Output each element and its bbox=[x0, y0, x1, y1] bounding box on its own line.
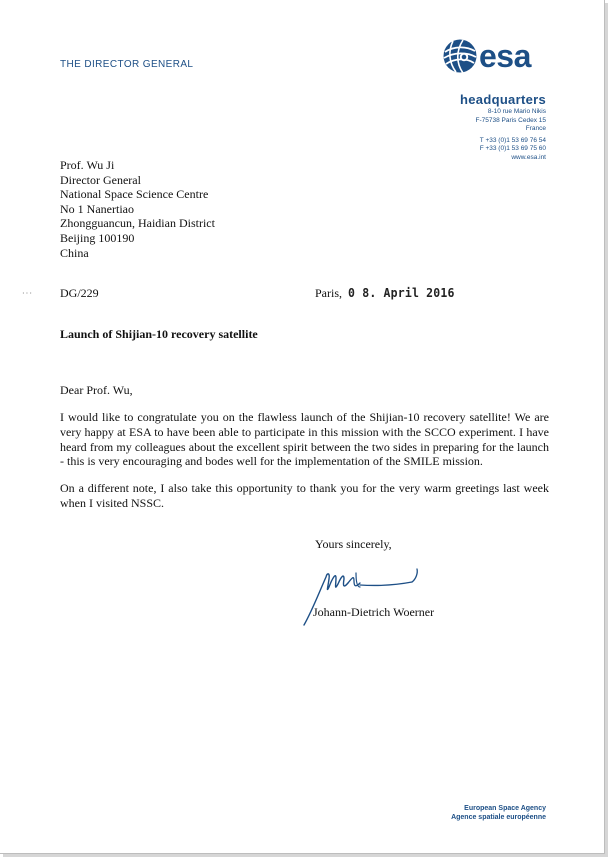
recipient-line: No 1 Nanertiao bbox=[60, 201, 134, 216]
body-paragraph-2: On a different note, I also take this opportunity to thank you for the very warm greetings last week when I visited NSSC. bbox=[60, 481, 549, 510]
recipient-address bbox=[60, 158, 215, 260]
headquarters-block bbox=[460, 92, 546, 163]
date-stamp: 0 8. April 2016 bbox=[348, 285, 455, 300]
agency-footer bbox=[451, 804, 546, 822]
recipient-line: National Space Science Centre bbox=[60, 187, 209, 202]
subject-line: Launch of Shijian-10 recovery satellite bbox=[60, 327, 258, 341]
hq-address-line-2: F-75738 Paris Cedex 15 bbox=[475, 116, 546, 124]
recipient-line: Beijing 100190 bbox=[60, 230, 135, 245]
body-paragraph-1: I would like to congratulate you on the flawless launch of the Shijian-10 recovery satellite! We are very happy at ESA to have been able to participate in this mission with the SCCO experiment. I have heard from my colleagues about the excellent spirit between the two sides in preparing for the launch - this is very encouraging and bodes well for the implementation of the SMILE mission. bbox=[60, 410, 549, 469]
hq-website: www.esa.int bbox=[511, 153, 546, 161]
recipient-line: Zhongguancun, Haidian District bbox=[60, 216, 215, 231]
hq-address-line-1: 8-10 rue Mario Nikis bbox=[487, 108, 546, 115]
agency-name-en: European Space Agency bbox=[464, 805, 546, 812]
valediction: Yours sincerely, bbox=[315, 537, 392, 551]
hq-title: headquarters bbox=[460, 92, 546, 107]
fold-mark: ··· bbox=[22, 289, 33, 298]
esa-wordmark: esa bbox=[479, 38, 531, 74]
esa-globe-icon bbox=[442, 37, 478, 75]
salutation: Dear Prof. Wu, bbox=[60, 383, 133, 397]
hq-address-line-3: France bbox=[525, 125, 546, 133]
signer-name: Johann-Dietrich Woerner bbox=[313, 605, 435, 619]
recipient-line: Director General bbox=[60, 172, 141, 187]
reference-number: DG/229 bbox=[60, 286, 99, 300]
esa-logo bbox=[442, 37, 554, 81]
recipient-line: Prof. Wu Ji bbox=[60, 158, 115, 172]
agency-name-fr: Agence spatiale européenne bbox=[451, 814, 546, 821]
letter-place: Paris, bbox=[315, 286, 342, 300]
hq-phone: T +33 (0)1 53 69 76 54 bbox=[479, 136, 546, 144]
office-title: THE DIRECTOR GENERAL bbox=[60, 59, 194, 70]
recipient-line: China bbox=[60, 245, 89, 260]
hq-fax: F +33 (0)1 53 69 75 60 bbox=[479, 145, 546, 153]
